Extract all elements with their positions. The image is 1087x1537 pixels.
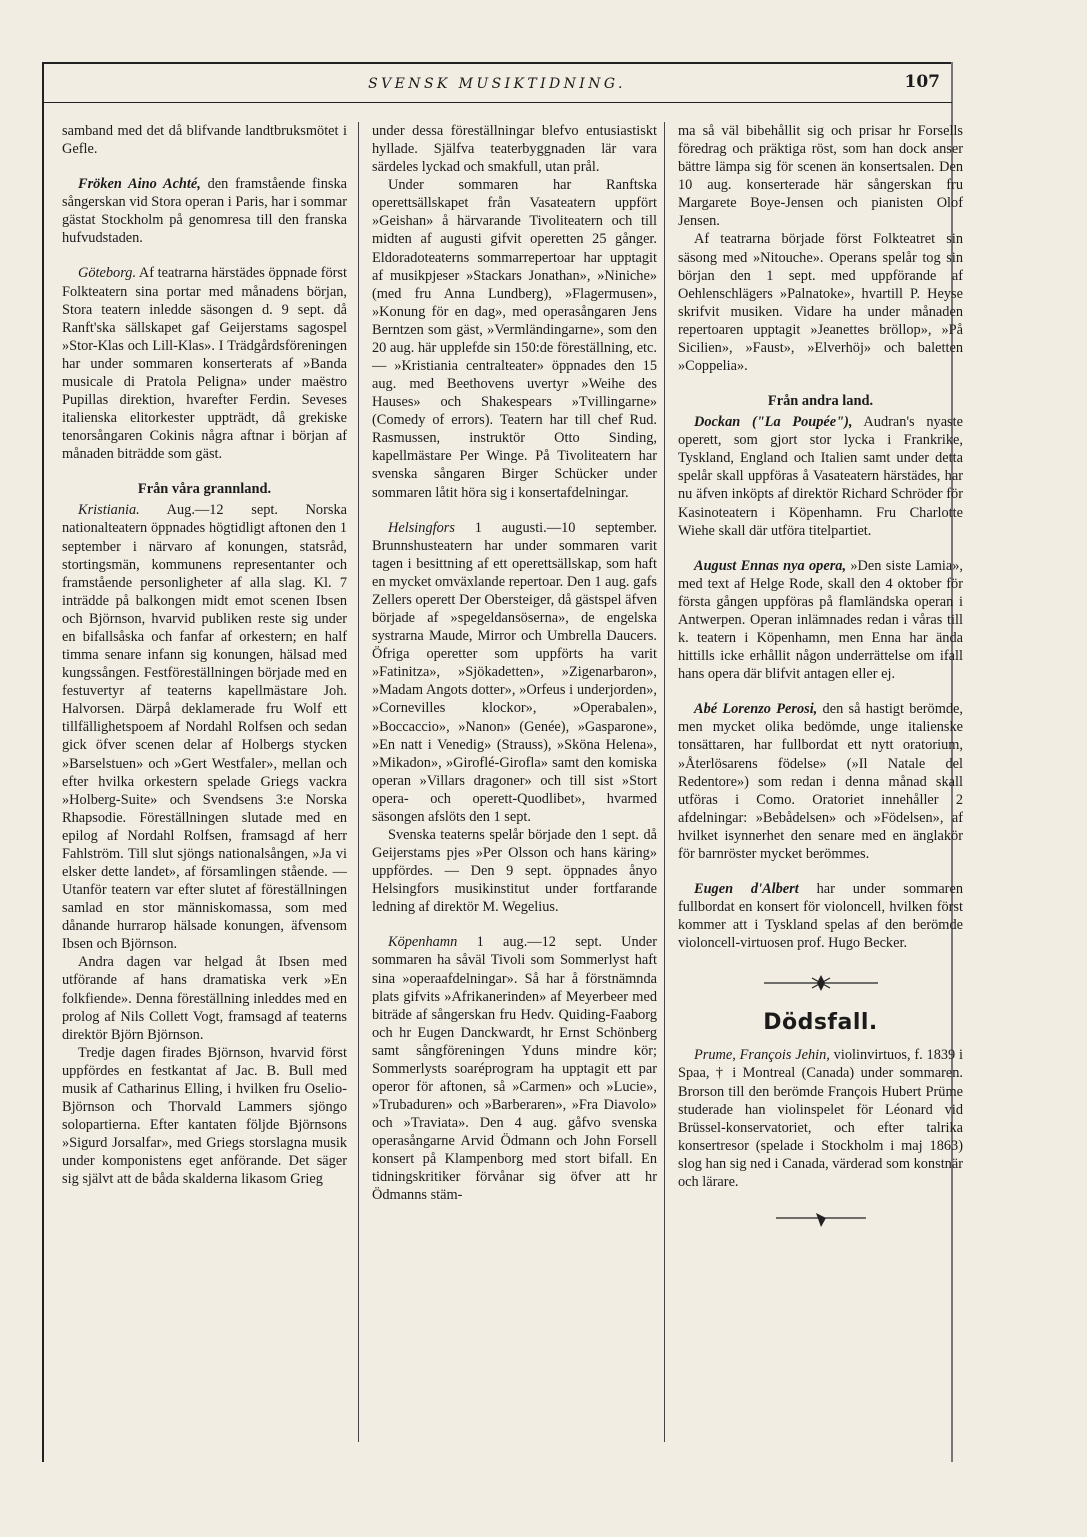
- column-3: [678, 122, 963, 1442]
- paragraph-text: »Den siste Lamia», med text af Helge Rode, skall den 4 oktober för första gången uppföras på flamländska operan i Antwerpen. Operan inlämnades redan i våras till k. teatern i Köpenhamn, men Enna har ända hittills icke erhållit någon underrättelse om ifall hans opera där blifvit antagen eller ej.: [678, 557, 963, 683]
- paragraph: Tredje dagen firades Björnson, hvarvid först uppfördes en festkantat af Jac. B. Bull med musik af Catharinus Elling, i hvilken fru Oselio-Björnson och Thorvald Lammers sjöngo solopartierna. Efter kantaten följde Björnsons »Sigurd Jorsalfar», med Griegs storslagna musik under komponistens eget anförande. Det säger sig självt att de båda skalderna likasom Grieg: [62, 1044, 347, 1188]
- paragraph-lead: August Ennas nya opera,: [694, 557, 847, 574]
- frame-top-line: [42, 62, 952, 64]
- paragraph: ma så väl bibehållit sig och prisar hr Forsells föredrag och präktiga röst, som han dock anser bättre lämpa sig för scenen än konsertsalen. Den 10 aug. konserterade här sångerskan fru Margarete Boye-Jensen och pianisten Olof Jensen.: [678, 123, 963, 230]
- paragraph-text: Audran's nyaste operett, som gjort stor lycka i Frankrike, Tyskland, England och Italien samt under detta spelår skall uppföras å Vasateatern härstädes, har nu äfven inköpts af direktör Richard Schröder för Kasinoteatern i Köpenhamn. Fru Charlotte Wiehe skall där utföra titelpartiet.: [678, 414, 963, 539]
- section-heading: Från våra grannland.: [137, 481, 272, 498]
- paragraph: Svenska teaterns spelår började den 1 sept. då Geijerstams pjes »Per Olsson och hans käring» uppfördes. — Den 9 sept. öppnades ånyo Helsingfors musikinstitut under fortfarande ledning af direktör M. Wegelius.: [372, 826, 657, 916]
- paragraph-lead: Abé Lorenzo Perosi,: [694, 701, 818, 718]
- page-header: [42, 70, 952, 103]
- paragraph: under dessa föreställningar blefvo entusiastiskt hyllade. Själfva teaterbyggnaden lär vara särdeles lyckad och smakfull, utan prål.: [372, 123, 657, 176]
- paragraph-text: Af teatrarna härstädes öppnade först Folkteatern sina portar med månadens början, Stora teatern inledde säsongen d. 9 sept. då Ranft'ska sällskapet gaf Geijerstams sagospel »Stor-Klas och Lill-Klas». I Trädgårdsföreningen har under sommaren konserterats af »Banda musicale di Pratola Peligna» under maëstro Pupillas direktion, hvarefter Ferdin. Seveses italienska elitorkester uppträdt, då grekiske tenorsångaren Cokinis några aftnar i början af månaden biträdde som gäst.: [62, 265, 347, 463]
- paragraph: [678, 413, 963, 540]
- paragraph-text: 1 augusti.—10 september. Brunnshusteatern har under sommaren varit tagen i besittning af ett operettsällskap, som haft en mycket omväxlande repertoar. Den 1 aug. gafs Zellers operett Der Obersteiger, då gästspel äfven började af »spegeldansöserna», de engelska systrarna Maude, Mirror och Umbrella Daucers. Öfriga operetter som uppförts ha varit »Fatinitza», »Sjökadetten», »Zigenarbaron», »Madam Angots dotter», »Orfeus i underjorden», »Cornevilles klockor», »Operabalen», »Boccaccio», »Nanon» (Genée), »Gasparone», »En natt i Venedig» (Strauss), »Sköna Helena», »Mikadon», »Giroflé-Girofla» samt den komiska operan »Villars dragoner» och till sist »Stort opera- och operett-Quodlibet», hvarmed säsongen afslöts den 1 sept.: [372, 519, 657, 825]
- paragraph: [62, 175, 347, 247]
- paragraph: [372, 933, 657, 1204]
- paragraph-text: Aug.—12 sept. Norska nationalteatern öppnades högtidligt aftonen den 1 september i närvaro af konungen, statsråd, stortingsmän, kommunens representanter och framstående personligheter af alla slag. Kl. 7 inträdde på balkongen midt emot scenen Ibsen och Björnson, hvarvid publiken reste sig under en bifallsåska och fanfar af orkestern; en half timma senare infann sig konungen, hälsad med kungssången. Festföreställningen började med en festuvertyr af teaterns kapellmästare Joh. Halvorsen. Därpå deklamerade fru Wolf ett tillfällighetspoem af Nordahl Rolfsen och sedan gick öfver scenen delar af Holbergs stycken »Barselstuen» och »Gert Westfaler», mellan och efter hvilka orkestern spelade Griegs vackra »Holberg-Suite» och Svendsens 3:e Norska Rhapsodie. Föreställningen slutade med en epilog af Nordahl Rolfsen, framsagd af herr Fahlström. Till slut sjöngs nationalsången, »Ja vi elsker dette landet», af församlingen stående. — Utanför teatern var efter slutet af föreställningen samlad en stor människomassa, som med dånande hurrarop hälsade konungen, äfvensom Ibsen och Björnson.: [62, 502, 347, 953]
- frame-left-line: [42, 62, 44, 1462]
- paragraph-text: den framstående finska sångerskan vid Stora operan i Paris, har i sommar gästat Stockholm på genomresa till den franska hufvudstaden.: [62, 176, 347, 247]
- section-heading: Från andra land.: [767, 393, 874, 410]
- paragraph-text: 1 aug.—12 sept. Under sommaren ha såväl Tivoli som Sommerlyst haft sina »operaafdelningar». Så har å förstnämnda plats gifvits »Afrikanerinden» af Meyerbeer med biträde af sångerskan fru Hedv. Quiding-Faaborg och hr Eugen Danckwardt, hr Ernst Schönberg samt sångföreningen Yduns mindre kör; Sommerlysts soaréprogram ha upptagit ett par operor för aftonen, så »Carmen» och »Lucie», »Trubaduren» och »Barberaren», »Fra Diavolo» och »Traviata». Den 4 aug. gåfvo svenska operasångarne Arvid Ödmann och John Forsell konsert på Klampenborg med stort bifall. En tidningskritiker förvånar sig öfver att hr Ödmanns stäm-: [372, 934, 657, 1204]
- paragraph: [62, 501, 347, 953]
- page-number: 107: [904, 72, 940, 92]
- paragraph-lead: Fröken Aino Achté,: [78, 176, 201, 193]
- ornament-end-icon: [766, 1211, 876, 1229]
- paragraph-lead: Eugen d'Albert: [694, 880, 799, 897]
- paragraph-text: violinvirtuos, f. 1839 i Spaa, † i Montreal (Canada) under sommaren. Brorson till den berömde François Hubert Prüme studerade han violinspelet för Léonard vid Brüssel-konservatoriet, och efter talrika konsertresor (spelade i Stockholm i maj 1863) slog han sig ned i Canada, värderad som konstnär och lärare.: [678, 1047, 963, 1190]
- paragraph: [678, 700, 963, 863]
- paragraph: [372, 519, 657, 826]
- place-name: Göteborg.: [78, 265, 137, 282]
- obituary-heading: Dödsfall.: [763, 1010, 878, 1036]
- place-name: Kristiania.: [78, 502, 140, 519]
- column-divider-2: [664, 122, 665, 1442]
- paragraph-lead: Dockan ("La Poupée"),: [694, 414, 853, 431]
- place-name: Helsingfors: [388, 519, 455, 536]
- paragraph: Af teatrarna började först Folkteatret sin säsong med »Nitouche». Operans spelår tog sin början den 1 sept. med uppförande af Oehlenschlägers »Palnatoke», hvartill P. Heyse skrifvit musiken. Vidare ha under månaden repertoaren upptagit »Jeanettes bröllop», »På Sicilien», »Faust», »Elverhöj» och baletten »Coppelia».: [678, 231, 963, 375]
- place-name: Köpenhamn: [388, 934, 458, 951]
- paragraph: [62, 264, 347, 463]
- paragraph-text: den så hastigt berömde, men mycket olika bedömde, unge italienske tonsättaren, har fullbordat ett nytt oratorium, »Återlösarens födelse» (»Il Natale del Redentore») som redan i denna månad skall utföras i Como. Oratoriet innehåller 2 afdelningar: »Bebådelsen» och »Födelsen», af hvilket isynnerhet den senare med en änglakör för barnröster mycket berömmes.: [678, 701, 963, 862]
- column-1: [62, 122, 347, 1442]
- paragraph: [678, 1046, 963, 1191]
- column-2: [372, 122, 657, 1442]
- ornament-divider-icon: [756, 972, 886, 994]
- paragraph-text: har under sommaren fullbordat en konsert för violoncell, hvilken först kommer att i Tyskland spelas af den berömde violoncell-virtuosen prof. Hugo Becker.: [678, 880, 963, 952]
- paragraph: [678, 880, 963, 952]
- paragraph: [678, 557, 963, 684]
- column-divider-1: [358, 122, 359, 1442]
- paragraph: samband med det då blifvande landtbruksmötet i Gefle.: [62, 123, 347, 158]
- paragraph: Andra dagen var helgad åt Ibsen med utförande af hans dramatiska verk »En folkfiende». Denna föreställning inleddes med en prolog af Nils Collett Vogt, framsagd af teaterns direktör Björn Björnson.: [62, 954, 347, 1043]
- paragraph-lead: Prume, François Jehin,: [694, 1047, 830, 1064]
- page-title: SVENSK MUSIKTIDNING.: [368, 76, 626, 92]
- paragraph: Under sommaren har Ranftska operettsällskapet från Vasateatern uppfört »Geishan» å härvarande Tivoliteatern och till midten af augusti gifvit operetten 25 gånger. Eldoradoteaterns sommarrepertoar har upptagit af musikpjeser »Stackars Jonathan», »Niniche» (med fru Anna Lundberg), »Flagermusen», »Konung för en dag», med operasångaren Jens Berntzen som gäst, »Vermländingarne», som den 20 aug. här upplefde sin 150:de föreställning, etc. — »Kristiania centralteater» öppnades den 15 aug. med Beethovens uvertyr »Weihe des Hauses» och Shakespears »Tvillingarne» (Comedy of errors). Teatern har till chef Rud. Rasmussen, instruktör Otto Sinding, kapellmästare Per Winge. På Tivoliteatern har svenska sångaren Birger Schücker under sommaren låtit höra sig i konsertafdelningar.: [372, 177, 657, 501]
